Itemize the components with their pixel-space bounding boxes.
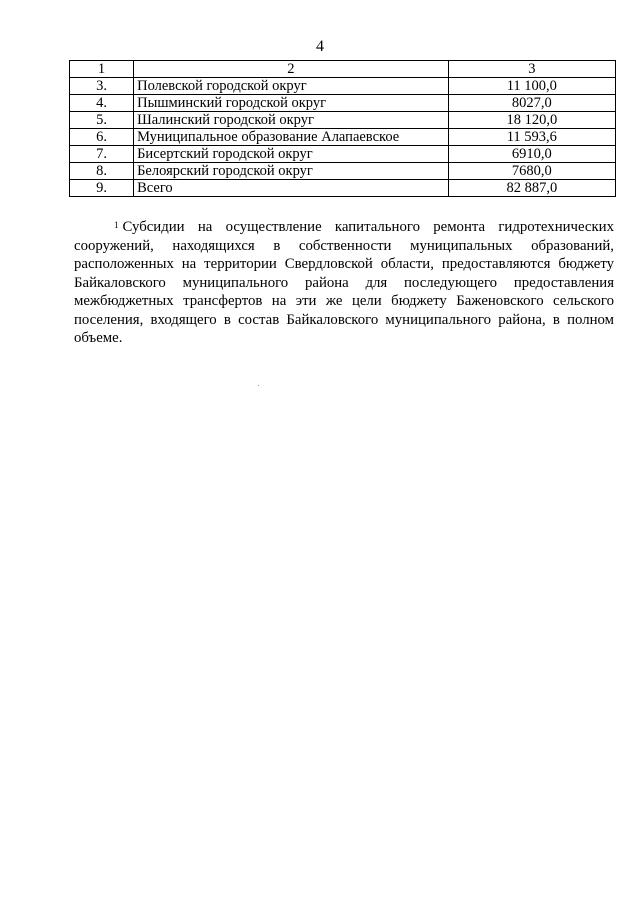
table-row xyxy=(70,95,616,112)
row-value-cell: 8027,0 xyxy=(448,95,615,112)
row-name-cell: Всего xyxy=(134,180,449,197)
footnote-marker: 1 xyxy=(114,220,119,230)
row-name-cell: Белоярский городской округ xyxy=(134,163,449,180)
table-header-row xyxy=(70,61,616,78)
row-name-cell: Шалинский городской округ xyxy=(134,112,449,129)
row-number-cell: 6. xyxy=(70,129,134,146)
table-row xyxy=(70,78,616,95)
row-name-cell: Пышминский городской округ xyxy=(134,95,449,112)
row-name-cell: Муниципальное образование Алапаевское xyxy=(134,129,449,146)
row-number-cell: 8. xyxy=(70,163,134,180)
row-number-cell: 7. xyxy=(70,146,134,163)
row-name-cell: Полевской городской округ xyxy=(134,78,449,95)
footnote-paragraph xyxy=(74,218,614,348)
row-name-cell: Бисертский городской округ xyxy=(134,146,449,163)
table-row-total xyxy=(70,180,616,197)
footnote-text: Субсидии на осуществление капитального ремонта гидротехнических сооружений, находящихся в собственности муниципальных образований, расположенных на территории Свердловской области, предоставляются бюджету Байкаловского муниципального района для последующего предоставления межбюджетных трансфертов на эти же цели бюджету Баженовского сельского поселения, входящего в состав Байкаловского муниципального района, в полном объеме. xyxy=(74,219,614,346)
table-row xyxy=(70,163,616,180)
scan-speck xyxy=(258,385,259,386)
row-value-cell: 6910,0 xyxy=(448,146,615,163)
subsidy-table xyxy=(69,60,616,197)
footnote xyxy=(74,218,614,348)
page-number: 4 xyxy=(316,38,324,55)
row-value-cell: 18 120,0 xyxy=(448,112,615,129)
table-row xyxy=(70,129,616,146)
row-number-cell: 5. xyxy=(70,112,134,129)
row-number-cell: 3. xyxy=(70,78,134,95)
row-value-cell: 11 593,6 xyxy=(448,129,615,146)
header-cell-col1: 1 xyxy=(70,61,134,78)
row-value-cell: 82 887,0 xyxy=(448,180,615,197)
table-row xyxy=(70,112,616,129)
row-number-cell: 9. xyxy=(70,180,134,197)
table-row xyxy=(70,146,616,163)
row-value-cell: 11 100,0 xyxy=(448,78,615,95)
header-cell-col2: 2 xyxy=(134,61,449,78)
row-value-cell: 7680,0 xyxy=(448,163,615,180)
header-cell-col3: 3 xyxy=(448,61,615,78)
row-number-cell: 4. xyxy=(70,95,134,112)
